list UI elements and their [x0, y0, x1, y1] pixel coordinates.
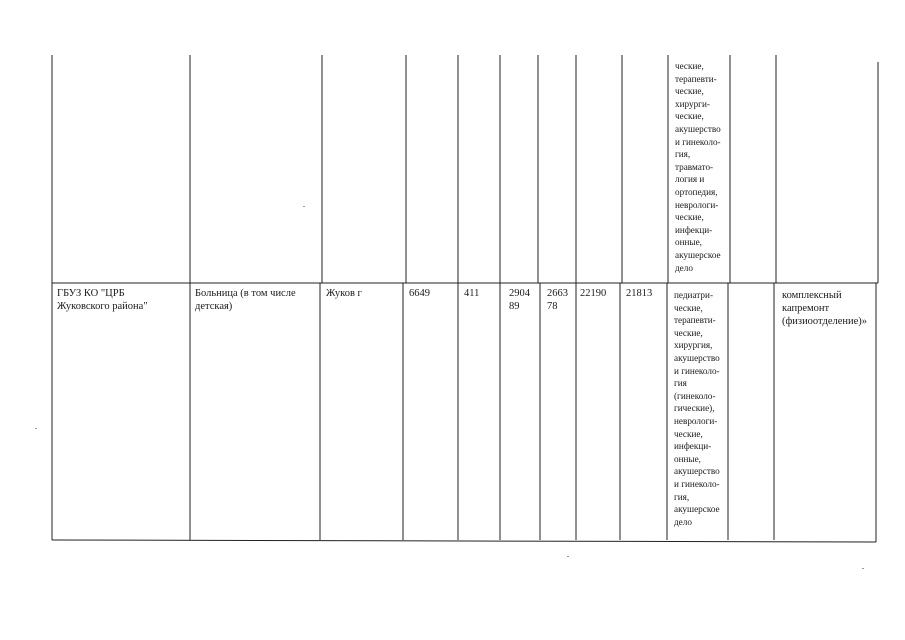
row2-value5-cell: 22190	[580, 288, 607, 299]
row2-facility-cell: Больница (в том числе детская)	[195, 288, 296, 312]
row2-institution-cell: ГБУЗ КО "ЦРБ Жуковского района"	[57, 288, 148, 312]
scan-speck	[35, 428, 37, 429]
row2-value3-cell: 2904 89	[509, 288, 530, 312]
row2-value4-cell: 2663 78	[547, 288, 568, 312]
row2-note-cell: комплексный капремонт (физиоотделение)»	[782, 290, 868, 327]
scan-speck	[862, 568, 864, 569]
row1-profiles-cell: ческие, терапевти- ческие, хирурги- ческие, акушерство и гинеколо- гия, травмато- логия и ортопедия, неврологи- ческие, инфекци- онные, акушерское дело	[675, 61, 721, 273]
row2-value2-cell: 411	[464, 288, 480, 299]
scan-speck	[567, 556, 569, 557]
scan-speck	[303, 206, 305, 207]
row2-profiles-cell: педиатри- ческие, терапевти- ческие, хирургия, акушерство и гинеколо- гия (гинеколо- гические), неврологи- ческие, инфекци- онные, акушерство и гинеколо- гия, акушерское дело	[674, 290, 720, 527]
row2-value1-cell: 6649	[409, 288, 430, 299]
row2-locality-cell: Жуков г	[326, 288, 362, 299]
row2-value6-cell: 21813	[626, 288, 653, 299]
